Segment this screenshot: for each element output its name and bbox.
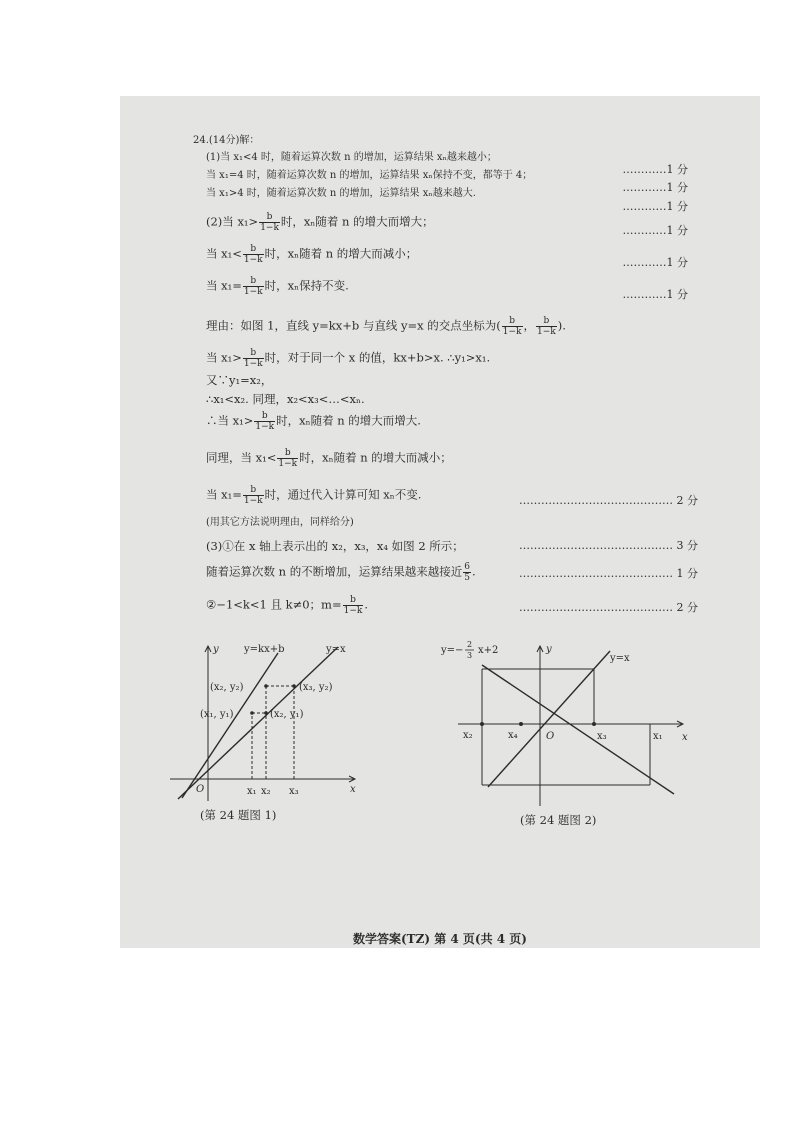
fig1-line2-label: y=x: [326, 644, 346, 655]
fig1-label-x3-y2: (x₃, y₂): [299, 682, 333, 693]
fig1-x-label: x: [350, 784, 356, 795]
reason-line7: 当 x₁= $\frac{b}{1-k}$ 时，通过代入计算可知 xₙ不变.: [206, 485, 422, 506]
fig2-line2-label: y=x: [610, 653, 630, 664]
fig2-eq-num: 2: [467, 641, 473, 649]
fig2-point-x3: [592, 722, 596, 726]
fig1-point-x2-y2: [264, 684, 268, 688]
fig2-caption: (第 24 题图 2): [520, 813, 597, 827]
fig1-label-x1-y1: (x₁, y₁): [200, 709, 234, 720]
fig1-label-x2-y2: (x₂, y₂): [210, 682, 244, 693]
fig2-tick-x4: x₄: [508, 730, 518, 741]
score-5: …………1 分: [622, 256, 688, 269]
fig1-tick-x2: x₂: [261, 786, 271, 797]
fig2-tick-x2: x₂: [463, 730, 473, 741]
part1-line1: (1)当 x₁<4 时，随着运算次数 n 的增加，运算结果 xₙ越来越小；: [206, 152, 497, 163]
fig2-eq-prefix: y=−: [441, 645, 464, 656]
part1-line2: 当 x₁=4 时，随着运算次数 n 的增加，运算结果 xₙ保持不变，都等于 4；: [206, 170, 533, 181]
figure-2: [438, 641, 698, 811]
part2-line1: (2)当 x₁> $\frac{b}{1-k}$ 时，xₙ随着 n 的增大而增大；: [206, 212, 434, 233]
score-8: …………………………………… 3 分: [519, 539, 698, 552]
scanned-answer-sheet: [120, 96, 760, 948]
fig2-eq-den: 3: [467, 651, 473, 660]
page-footer: 数学答案(TZ) 第 4 页(共 4 页): [353, 932, 527, 946]
score-10: …………………………………… 2 分: [519, 601, 698, 614]
fig2-tick-x3: x₃: [597, 731, 607, 742]
part3-line3: ②−1<k<1 且 k≠0；m= $\frac{b}{1-k}$ .: [206, 595, 368, 616]
score-7: …………………………………… 2 分: [519, 494, 698, 507]
fig2-y-label: y: [546, 644, 552, 655]
score-3: …………1 分: [622, 200, 688, 213]
fig1-point-x1-y1: [250, 711, 254, 715]
fig2-point-x4: [519, 722, 523, 726]
fig2-point-x2: [480, 722, 484, 726]
fig1-point-x2-y1: [264, 711, 268, 715]
fig1-caption: (第 24 题图 1): [200, 808, 277, 822]
fig1-line-kx-plus-b: [182, 653, 278, 798]
fig2-tick-x1: x₁: [653, 731, 663, 742]
fig1-line1-label: y=kx+b: [244, 644, 285, 655]
part3-line2: 随着运算次数 n 的不断增加，运算结果越来越接近 $\frac{6}{5}$ .: [206, 562, 476, 583]
reason-line4: ∴x₁<x₂. 同理，x₂<x₃<…<xₙ.: [206, 392, 365, 406]
score-1: …………1 分: [622, 163, 688, 176]
score-4: …………1 分: [622, 224, 688, 237]
figure-1: [160, 641, 380, 809]
fig1-y-label: y: [213, 644, 219, 655]
part2-line3: 当 x₁= $\frac{b}{1-k}$ 时，xₙ保持不变.: [206, 276, 349, 297]
score-9: …………………………………… 1 分: [519, 567, 698, 580]
reason-line3: 又∵y₁=x₂，: [206, 373, 273, 387]
reason-line6: 同理，当 x₁< $\frac{b}{1-k}$ 时，xₙ随着 n 的增大而减小；: [206, 448, 452, 469]
fig2-eq-suffix: x+2: [478, 645, 499, 656]
part1-line3: 当 x₁>4 时，随着运算次数 n 的增加，运算结果 xₙ越来越大.: [206, 188, 476, 199]
fig2-line-y-equals-x: [488, 651, 610, 787]
score-2: …………1 分: [622, 181, 688, 194]
reason-line2: 当 x₁> $\frac{b}{1-k}$ 时，对于同一个 x 的值，kx+b>x. ∴y₁>x₁.: [206, 348, 491, 369]
fig1-tick-x1: x₁: [247, 786, 257, 797]
reason-note: (用其它方法说明理由，同样给分): [206, 517, 354, 528]
fig2-origin: O: [546, 731, 555, 742]
score-6: …………1 分: [622, 288, 688, 301]
reason-line5: ∴当 x₁> $\frac{b}{1-k}$ 时，xₙ随着 n 的增大而增大.: [206, 411, 421, 432]
fig1-line-y-equals-x: [178, 647, 338, 799]
fig1-dashed-guides: [252, 686, 294, 779]
fig1-point-x3-y2: [292, 684, 296, 688]
fig2-x-label: x: [682, 732, 688, 743]
fig1-origin: O: [196, 784, 205, 795]
reason-line1: 理由：如图 1，直线 y=kx+b 与直线 y=x 的交点坐标为( $\frac{b}{1-k}$ ， $\frac{b}{1-k}$ ).: [206, 316, 566, 337]
fig1-tick-x3: x₃: [289, 786, 299, 797]
part2-line2: 当 x₁< $\frac{b}{1-k}$ 时，xₙ随着 n 的增大而减小；: [206, 244, 418, 265]
question-header: 24.(14分)解：: [193, 135, 260, 146]
part3-line1: (3)①在 x 轴上表示出的 x₂，x₃，x₄ 如图 2 所示；: [206, 539, 464, 553]
fig2-staircase: [482, 669, 650, 785]
fig1-label-x2-y1: (x₂, y₁): [270, 709, 304, 720]
